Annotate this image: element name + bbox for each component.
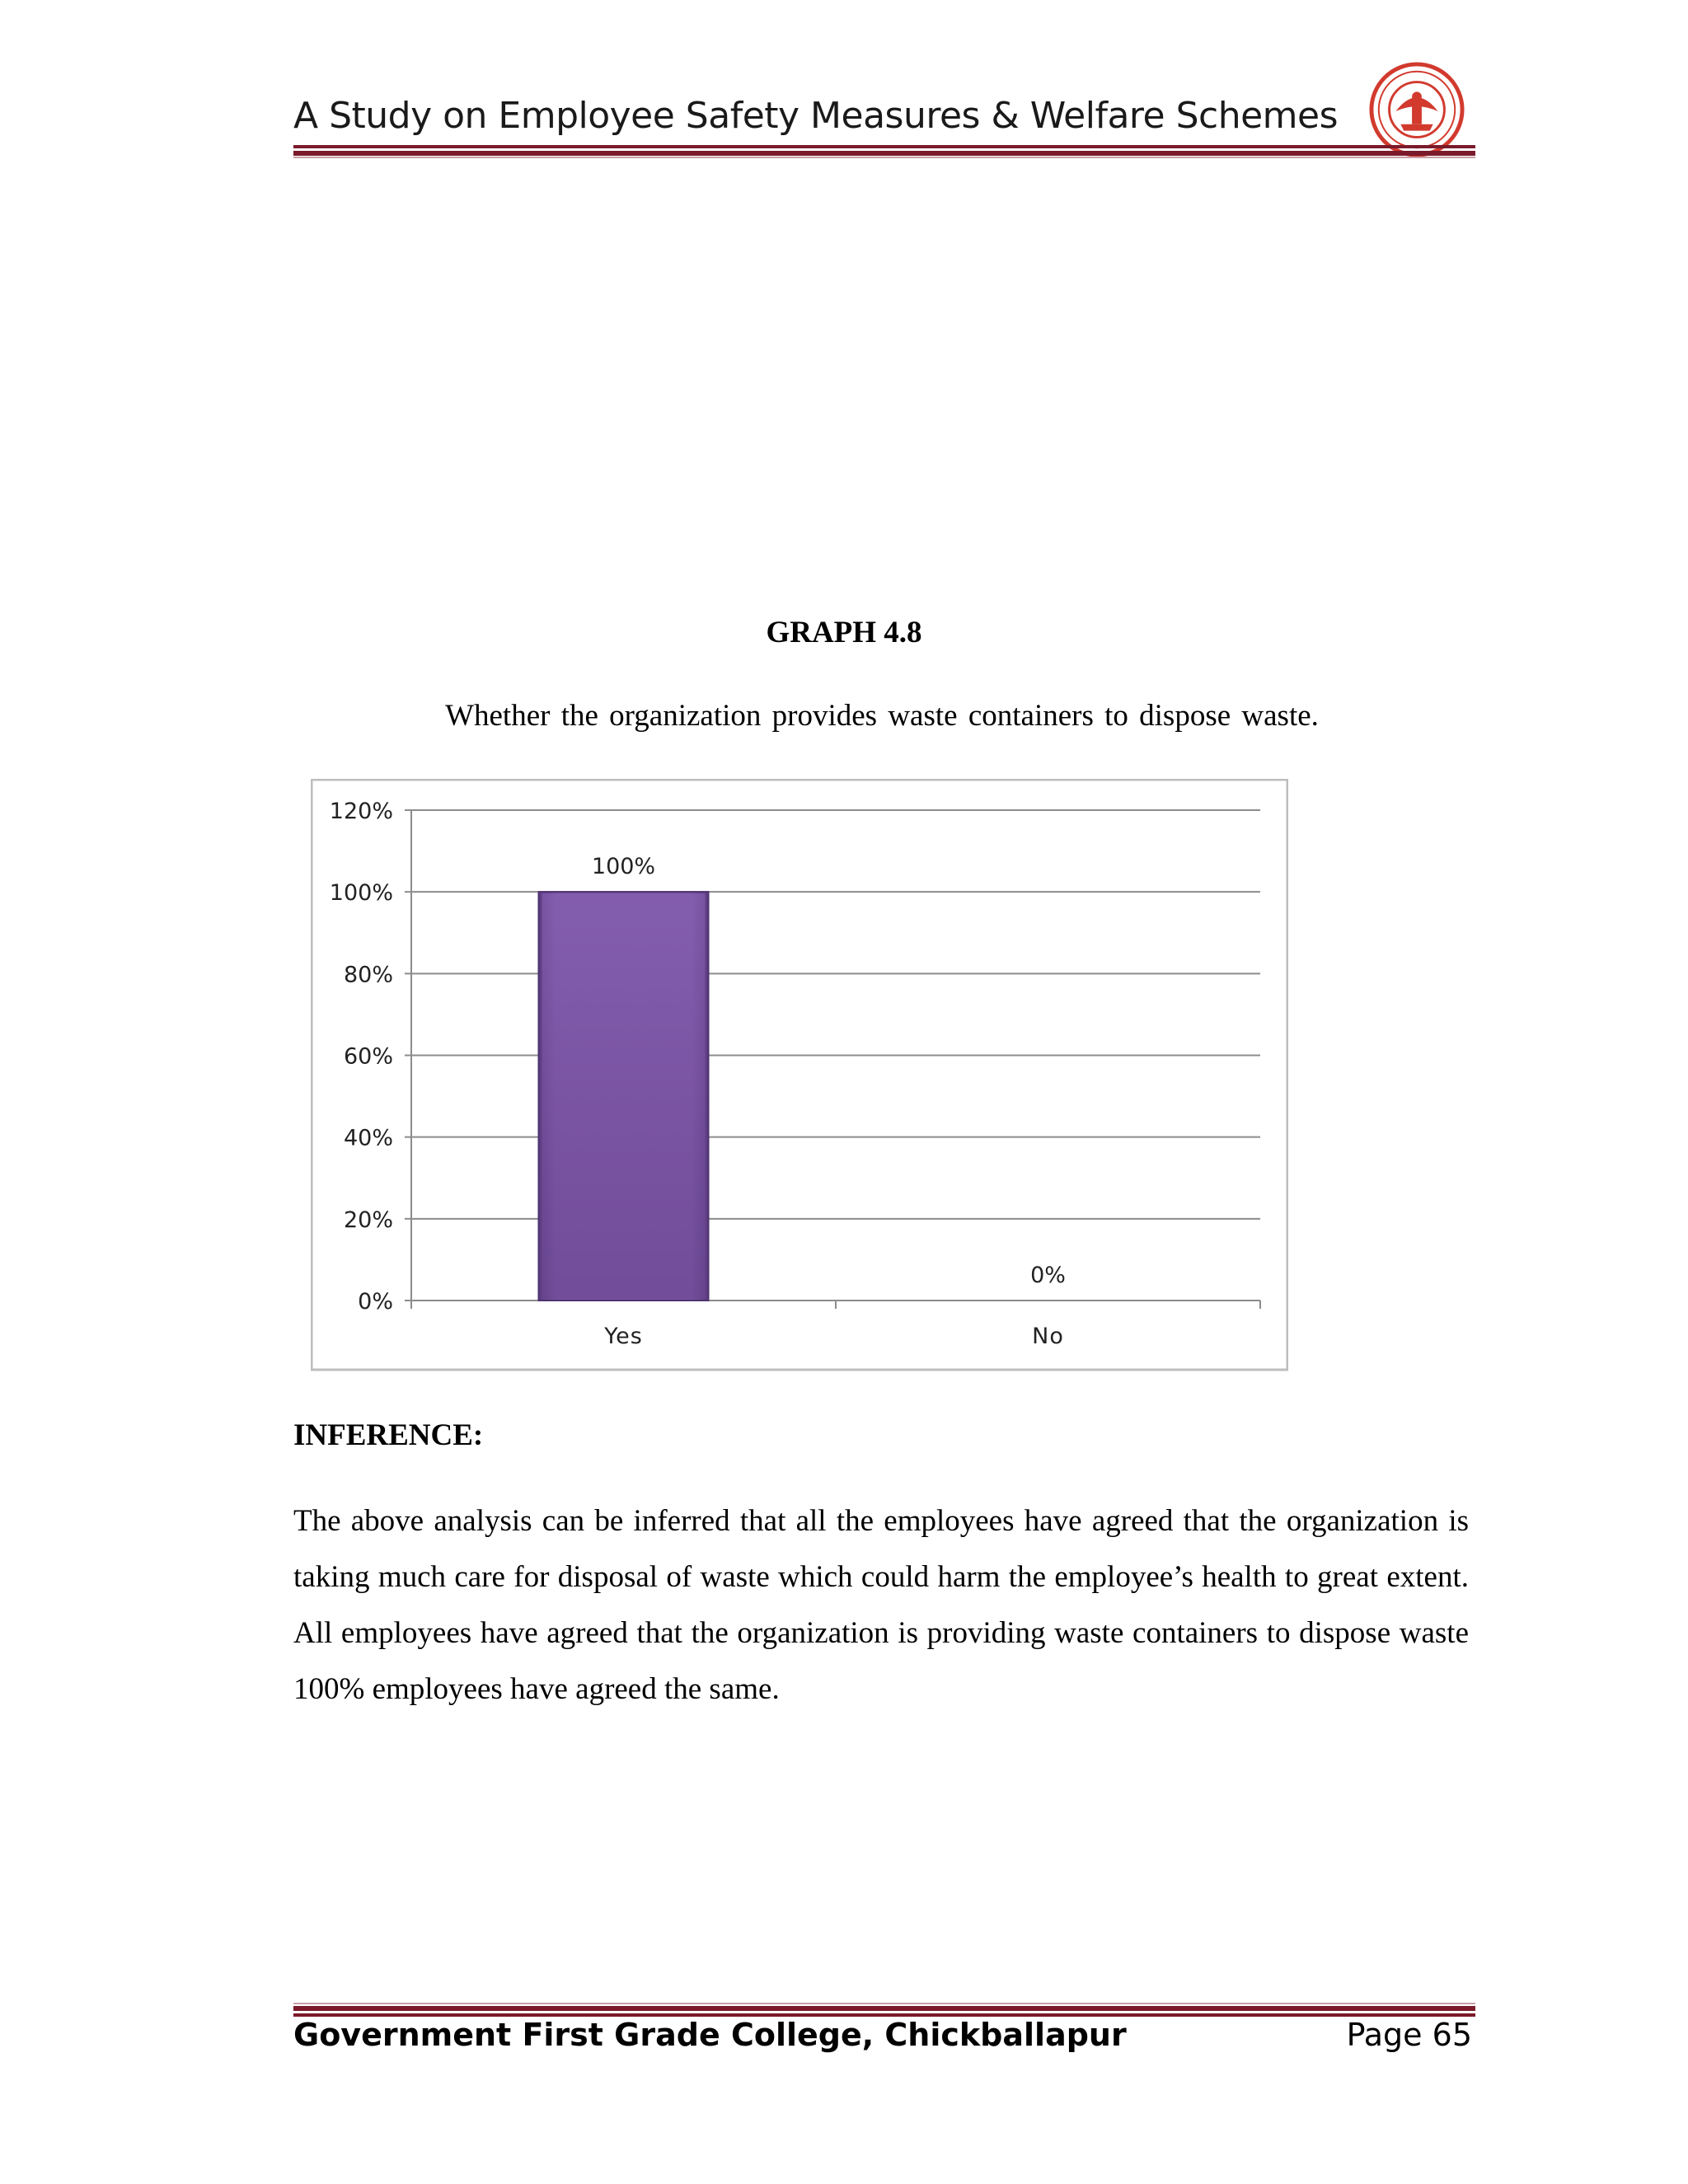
chart-frame [312, 780, 1287, 1370]
graph-caption: Whether the organization provides waste containers to dispose waste. [445, 699, 1319, 733]
y-tick-label: 60% [343, 1043, 393, 1070]
bar-chart [311, 779, 1288, 1372]
bar-chart-svg [311, 779, 1288, 1372]
x-tick-label-no: No [1032, 1324, 1064, 1349]
bar-shade-yes [542, 893, 706, 1299]
y-tick-label: 40% [343, 1125, 393, 1151]
data-label-no: 0% [1030, 1263, 1066, 1288]
footer-college-name: Government First Grade College, Chickballapur [293, 2017, 1127, 2053]
y-tick-label: 120% [329, 799, 393, 824]
y-tick-label: 0% [358, 1289, 393, 1315]
header-rule [293, 151, 1475, 156]
footer-page-number: Page 65 [1346, 2017, 1472, 2053]
graph-heading: GRAPH 4.8 [766, 616, 922, 649]
y-tick-label: 20% [343, 1207, 393, 1233]
y-tick-label: 100% [329, 880, 393, 907]
footer-rule [293, 2003, 1475, 2004]
header-title: A Study on Employee Safety Measures & Welfare Schemes [293, 95, 1339, 137]
header-rule [293, 145, 1475, 148]
inference-paragraph: The above analysis can be inferred that all the employees have agreed that the organization is taking much care for disposal of waste which could harm the employee’s health to great extent. All employees have agreed that the organization is providing waste containers to dispose waste 100% employees have agreed the same. [293, 1504, 1469, 1706]
footer-rule [293, 2006, 1475, 2011]
header-rule [293, 157, 1475, 158]
data-label-yes: 100% [591, 854, 656, 880]
emblem-logo-icon [1368, 61, 1465, 158]
x-tick-label-yes: Yes [604, 1324, 643, 1349]
inference-heading: INFERENCE: [293, 1418, 484, 1452]
y-tick-label: 80% [343, 962, 393, 988]
